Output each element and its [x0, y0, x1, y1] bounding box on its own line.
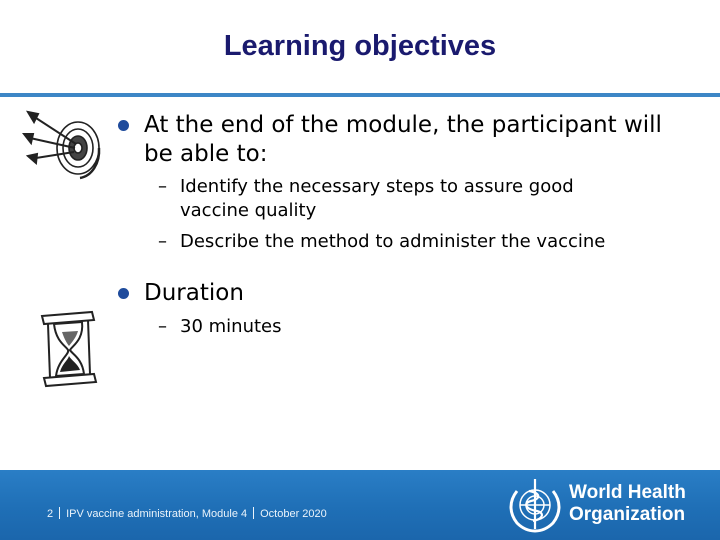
who-name — [569, 482, 686, 526]
footer-text — [47, 507, 327, 520]
who-name-line1: World Health — [569, 482, 686, 503]
who-name-line2: Organization — [569, 504, 686, 525]
who-logo — [505, 477, 705, 533]
bullet-text-line1: Duration — [144, 280, 244, 306]
target-with-darts-icon — [22, 108, 102, 180]
bullet-text-line1: At the end of the module, the participant will — [144, 112, 662, 138]
bullet-text-line2: be able to: — [144, 141, 268, 167]
page-number: 2 — [47, 508, 54, 520]
footer-separator — [253, 507, 254, 519]
who-emblem-icon — [505, 477, 565, 533]
footer-date: October 2020 — [260, 508, 327, 520]
sub-bullet-text-line1: 30 minutes — [180, 316, 282, 337]
bullet-dot — [118, 120, 129, 131]
sub-bullet-text-line1: Describe the method to administer the vaccine — [180, 231, 606, 252]
bullet-dot — [118, 288, 129, 299]
dash-marker: – — [158, 316, 167, 337]
footer-separator — [59, 507, 60, 519]
title-divider — [0, 93, 720, 97]
hourglass-icon — [38, 310, 98, 388]
dash-marker: – — [158, 231, 167, 252]
sub-bullet-text-line1: Identify the necessary steps to assure good — [180, 176, 574, 197]
page-title: Learning objectives — [223, 30, 497, 62]
course-name: IPV vaccine administration, Module 4 — [66, 508, 248, 520]
dash-marker: – — [158, 176, 167, 197]
sub-bullet-text-line2: vaccine quality — [180, 200, 317, 221]
